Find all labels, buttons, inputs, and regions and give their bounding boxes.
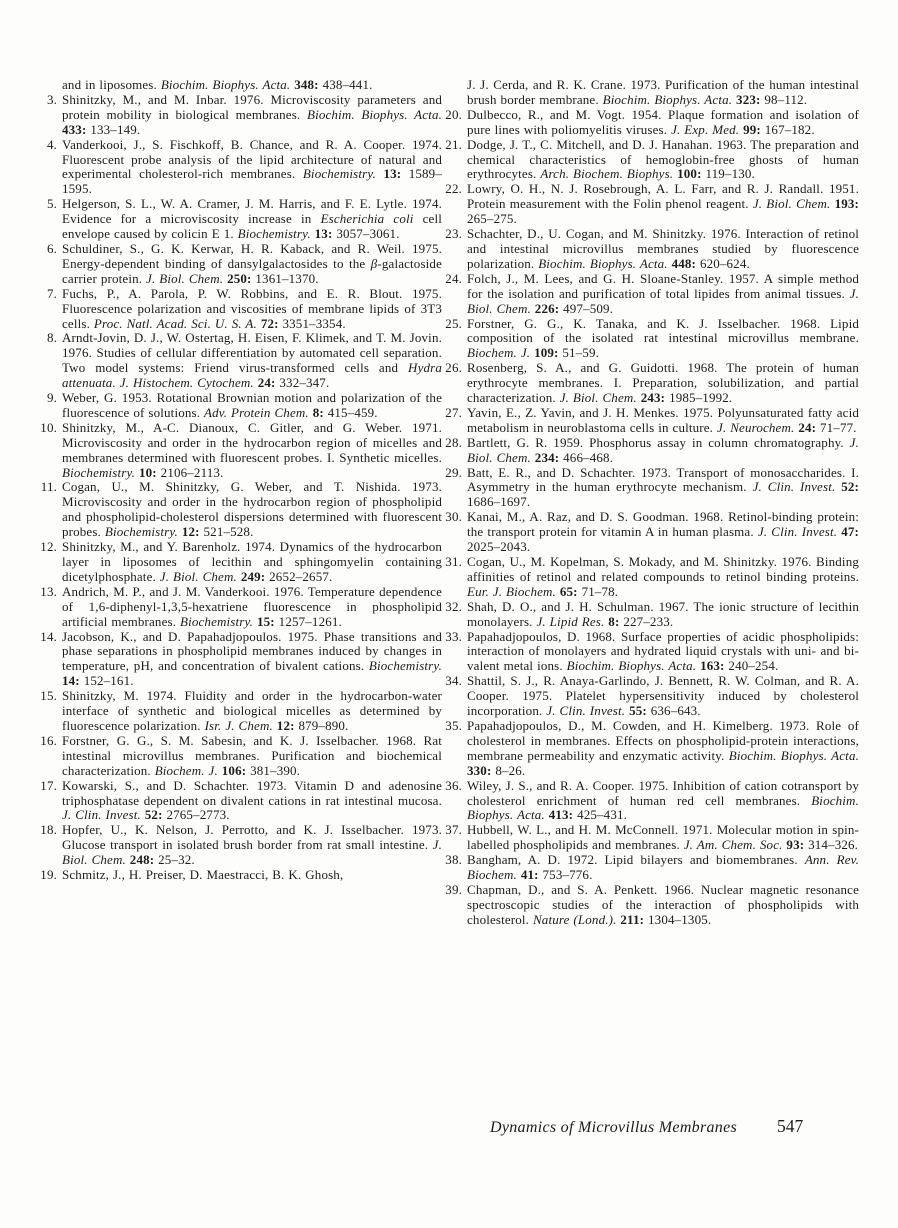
reference-number: 34.	[445, 673, 462, 689]
reference-text-segment: 25–32.	[158, 852, 195, 868]
reference-text-segment: Biochemistry.	[62, 464, 139, 480]
reference-text-segment: 879–890.	[298, 717, 349, 733]
reference-number: 35.	[445, 717, 462, 733]
reference-text-segment: Dulbecco, R., and M. Vogt. 1954. Plaque formation and isolation of pure lines with poliomyelitis viruses.	[467, 106, 859, 137]
reference-number: 33.	[445, 628, 462, 644]
reference-text-segment: 425–431.	[577, 807, 628, 823]
reference-text-segment: 13:	[314, 226, 337, 242]
reference-item	[37, 331, 442, 391]
reference-item	[442, 853, 859, 883]
reference-number: 13.	[40, 583, 57, 599]
reference-text-segment: Cogan, U., M. Kopelman, S. Mokady, and M. Shinitzky. 1976. Binding affinities of retinol and related compounds to retinol binding proteins.	[467, 554, 859, 584]
reference-text-segment: 521–528.	[203, 524, 254, 540]
reference-text-segment: Vanderkooi, J., S. Fischkoff, B. Chance, and R. A. Cooper. 1974. Fluorescent probe analysis of the lipid architecture of natural and experimental cholesterol-rich membranes.	[62, 136, 442, 182]
reference-item	[442, 317, 859, 362]
reference-text-segment: 99:	[743, 121, 765, 137]
reference-text-segment: 47:	[841, 524, 859, 540]
reference-text-segment: Helgerson, S. L., W. A. Cramer, J. M. Harris, and F. E. Lytle. 1974. Evidence for a microviscosity increase in	[62, 196, 442, 227]
reference-item	[442, 823, 859, 853]
reference-text-segment: Papahadjopoulos, D. 1968. Surface properties of acidic phospholipids: interaction of monolayers and hydrated liquid crystals with uni- and bi-valent metal ions.	[467, 628, 859, 674]
reference-number: 22.	[445, 181, 462, 197]
reference-text-segment: 433:	[62, 121, 91, 137]
reference-text-segment: Forstner, G. G., K. Tanaka, and K. J. Isselbacher. 1968. Lipid composition of the isolated rat intestinal microvillus membrane.	[467, 315, 859, 346]
reference-item	[442, 108, 859, 138]
reference-text-segment: 381–390.	[250, 762, 301, 778]
reference-text-segment: cell envelope caused by colicin E 1.	[62, 211, 442, 242]
reference-number: 14.	[40, 628, 57, 644]
reference-item	[442, 466, 859, 511]
reference-text-segment: Hydra attenuata. J. Histochem. Cytochem.	[62, 360, 442, 391]
reference-text-segment: Weber, G. 1953. Rotational Brownian motion and polarization of the fluorescence of solutions.	[62, 390, 442, 420]
reference-text-segment: 265–275.	[467, 211, 517, 227]
reference-text-segment: -galactoside carrier protein.	[62, 255, 442, 286]
reference-text-segment: 8:	[608, 613, 624, 629]
references-section	[37, 78, 859, 928]
reference-item	[442, 436, 859, 466]
reference-item	[442, 406, 859, 436]
reference-text-segment: J. Clin. Invest.	[62, 807, 145, 823]
reference-text-segment: Chapman, D., and S. A. Penkett. 1966. Nuclear magnetic resonance spectroscopic studies of the interaction of phospholipids with cholesterol.	[467, 881, 859, 927]
running-title: Dynamics of Microvillus Membranes	[490, 1119, 738, 1136]
reference-item	[442, 674, 859, 719]
reference-text-segment: Shinitzky, M., A-C. Dianoux, C. Gitler, and G. Weber. 1971. Microviscosity and order in the hydrocarbon region of micelles and membranes determined with fluorescent probes. I. Synthetic micelles.	[62, 419, 442, 465]
reference-text-segment: Biochim. Biophys. Acta.	[566, 658, 701, 674]
reference-item	[37, 242, 442, 287]
reference-text-segment: 93:	[786, 837, 809, 853]
reference-text-segment: 250:	[227, 270, 256, 286]
reference-number: 7.	[46, 285, 57, 301]
reference-text-segment: Dodge, J. T., C. Mitchell, and D. J. Hanahan. 1963. The preparation and chemical characteristics of hemoglobin-free ghosts of human erythrocytes.	[467, 136, 859, 182]
reference-number: 21.	[445, 136, 462, 152]
reference-item	[37, 391, 442, 421]
reference-text-segment: 330:	[467, 762, 496, 778]
reference-text-segment: and in liposomes.	[62, 77, 161, 92]
reference-number: 38.	[445, 852, 462, 868]
reference-text-segment: J. Clin. Invest.	[757, 524, 842, 540]
reference-text-segment: 10:	[138, 464, 161, 480]
reference-text-segment: 243:	[640, 390, 670, 406]
reference-text-segment: Cogan, U., M. Shinitzky, G. Weber, and T. Nishida. 1973. Microviscosity and order in the hydrocarbon region of phospholipid and phospholipid-cholesterol dispersions determined with fluorescent probes.	[62, 479, 442, 540]
reference-text-segment: Isr. J. Chem.	[204, 717, 277, 733]
reference-item	[442, 78, 859, 108]
reference-item	[37, 779, 442, 824]
reference-text-segment: 415–459.	[327, 404, 378, 420]
reference-text-segment: Biochim. Biophys. Acta.	[602, 91, 737, 107]
reference-text-segment: 314–326.	[808, 837, 859, 853]
reference-number: 6.	[46, 240, 57, 256]
reference-item	[37, 540, 442, 585]
reference-text-segment: 119–130.	[705, 166, 755, 182]
reference-text-segment: 466–468.	[563, 449, 614, 465]
reference-number: 9.	[46, 390, 57, 406]
reference-item	[37, 287, 442, 332]
reference-item	[442, 600, 859, 630]
reference-item	[442, 630, 859, 675]
reference-number: 8.	[46, 330, 57, 346]
reference-text-segment: 133–149.	[90, 121, 141, 137]
reference-number: 12.	[40, 539, 57, 555]
reference-text-segment: Biochemistry.	[104, 524, 182, 540]
reference-number: 11.	[40, 479, 57, 495]
reference-number: 32.	[445, 598, 462, 614]
reference-text-segment: 448:	[671, 255, 700, 271]
reference-item	[442, 555, 859, 600]
reference-text-segment: 2025–2043.	[467, 539, 531, 555]
reference-text-segment: Biochemistry.	[237, 226, 315, 242]
reference-text-segment: 227–233.	[623, 613, 674, 629]
reference-text-segment: 167–182.	[764, 121, 815, 137]
reference-item	[442, 719, 859, 779]
reference-text-segment: Eur. J. Biochem.	[467, 583, 560, 599]
reference-number: 39.	[445, 881, 462, 897]
reference-number: 19.	[40, 867, 57, 883]
reference-item	[37, 868, 442, 883]
reference-item	[37, 138, 442, 198]
reference-text-segment: Biochemistry.	[180, 613, 257, 629]
reference-text-segment: 226:	[534, 300, 564, 316]
reference-item	[442, 227, 859, 272]
reference-text-segment: 71–78.	[581, 583, 619, 599]
reference-number: 30.	[445, 509, 462, 525]
reference-text-segment: 249:	[240, 568, 270, 584]
reference-text-segment: Hubbell, W. L., and H. M. McConnell. 1971. Molecular motion in spin-labelled phospholipids and membranes.	[467, 822, 859, 853]
reference-text-segment: J. Clin. Invest.	[752, 479, 842, 495]
reference-text-segment: 24:	[798, 419, 820, 435]
reference-text-segment: Biochemistry.	[302, 166, 384, 182]
reference-text-segment: 14:	[62, 673, 84, 689]
reference-text-segment: 72:	[260, 315, 283, 331]
reference-text-segment: 1257–1261.	[278, 613, 342, 629]
reference-text-segment: 332–347.	[279, 375, 330, 391]
page-footer	[490, 1116, 803, 1137]
reference-text-segment: Andrich, M. P., and J. M. Vanderkooi. 1976. Temperature dependence of 1,6-diphenyl-1,3,5-hexatriene fluorescence in phospholipid artificial membranes.	[62, 583, 442, 629]
reference-text-segment: 413:	[548, 807, 578, 823]
reference-text-segment: 98–112.	[764, 91, 808, 107]
reference-item	[442, 272, 859, 317]
reference-text-segment: 12:	[181, 524, 204, 540]
reference-text-segment: 13:	[383, 166, 409, 182]
references-column-right	[442, 78, 859, 928]
reference-text-segment: Lowry, O. H., N. J. Rosebrough, A. L. Farr, and R. J. Randall. 1951. Protein measurement with the Folin phenol reagent.	[467, 181, 859, 212]
reference-text-segment: 15:	[256, 613, 279, 629]
reference-text-segment: 2106–2113.	[160, 464, 224, 480]
reference-text-segment: 163:	[700, 658, 729, 674]
reference-text-segment: Fuchs, P., A. Parola, P. W. Robbins, and E. R. Blout. 1975. Fluorescence polarization and viscosities of membrane lipids of 3T3 cells.	[62, 285, 442, 331]
reference-number: 29.	[445, 464, 462, 480]
reference-text-segment: J. J. Cerda, and R. K. Crane. 1973. Purification of the human intestinal brush border membrane.	[467, 77, 859, 107]
reference-text-segment: 1361–1370.	[255, 270, 319, 286]
reference-text-segment: Shah, D. O., and J. H. Schulman. 1967. The ionic structure of lecithin monolayers.	[467, 598, 859, 629]
reference-number: 23.	[445, 226, 462, 242]
reference-text-segment: Jacobson, K., and D. Papahadjopoulos. 1975. Phase transitions and phase separations in phospholipid membranes induced by changes in temperature, pH, and concentration of bivalent cations.	[62, 628, 442, 674]
reference-item	[442, 138, 859, 183]
reference-text-segment: Biochem. J.	[154, 762, 222, 778]
reference-text-segment: Hopfer, U., K. Nelson, J. Perrotto, and K. J. Isselbacher. 1973. Glucose transport in isolated brush border from rat small intestine.	[62, 822, 442, 853]
reference-number: 10.	[40, 419, 57, 435]
reference-text-segment: J. Biol. Chem.	[159, 568, 241, 584]
reference-text-segment: Biochim. Biophys. Acta.	[307, 106, 443, 122]
reference-text-segment: β	[370, 255, 378, 271]
reference-text-segment: 438–441.	[322, 77, 373, 92]
reference-text-segment: Kowarski, S., and D. Schachter. 1973. Vitamin D and adenosine triphosphatase dependent on divalent cations in rat intestinal mucosa.	[62, 777, 442, 808]
reference-item	[37, 630, 442, 690]
reference-text-segment: Arch. Biochem. Biophys.	[540, 166, 678, 182]
reference-text-segment: 193:	[834, 196, 859, 212]
reference-text-segment: 12:	[276, 717, 299, 733]
reference-text-segment: Kanai, M., A. Raz, and D. S. Goodman. 1968. Retinol-binding protein: the transport protein for vitamin A in human plasma.	[467, 509, 859, 540]
reference-text-segment: Bangham, A. D. 1972. Lipid bilayers and biomembranes.	[467, 852, 805, 868]
reference-text-segment: 8:	[312, 404, 328, 420]
reference-text-segment: Shinitzky, M., and Y. Barenholz. 1974. Dynamics of the hydrocarbon layer in liposomes of lecithin and sphingomyelin containing dicetylphosphate.	[62, 539, 442, 584]
reference-text-segment: Shattil, S. J., R. Anaya-Garlindo, J. Bennett, R. W. Colman, and R. A. Cooper. 1975. Platelet hypersensitivity induced by cholesterol incorporation.	[467, 673, 859, 719]
reference-text-segment: Biochim. Biophys. Acta.	[728, 747, 859, 763]
reference-item	[442, 510, 859, 555]
reference-item	[37, 93, 442, 138]
reference-text-segment: 240–254.	[728, 658, 779, 674]
reference-text-segment: 497–509.	[563, 300, 614, 316]
reference-number: 4.	[46, 136, 57, 152]
reference-text-segment: 348:	[294, 77, 323, 92]
reference-text-segment: J. Biol. Chem.	[559, 390, 641, 406]
reference-text-segment: 3351–3354.	[282, 315, 346, 331]
reference-text-segment: Schmitz, J., H. Preiser, D. Maestracci, B. K. Ghosh,	[62, 867, 344, 883]
reference-text-segment: Biochem. J.	[467, 345, 535, 361]
reference-text-segment: J. Clin. Invest.	[546, 703, 630, 719]
reference-text-segment: 234:	[534, 449, 564, 465]
reference-number: 16.	[40, 732, 57, 748]
reference-text-segment: J. Biol. Chem.	[467, 434, 859, 465]
reference-text-segment: 8–26.	[495, 762, 526, 778]
reference-text-segment: 55:	[629, 703, 651, 719]
reference-text-segment: Nature (Lond.).	[532, 911, 621, 927]
reference-text-segment: 65:	[559, 583, 582, 599]
reference-text-segment: 753–776.	[542, 867, 593, 883]
reference-item	[37, 197, 442, 242]
reference-number: 17.	[40, 777, 57, 793]
reference-item	[37, 585, 442, 630]
reference-text-segment: 52:	[841, 479, 859, 495]
reference-item	[442, 883, 859, 928]
reference-text-segment: 2652–2657.	[269, 568, 333, 584]
reference-text-segment: 52:	[144, 807, 167, 823]
reference-item	[37, 421, 442, 481]
reference-number: 37.	[445, 822, 462, 838]
reference-text-segment: Yavin, E., Z. Yavin, and J. H. Menkes. 1975. Polyunsaturated fatty acid metabolism in neuroblastoma cells in culture.	[467, 404, 859, 435]
reference-item	[37, 689, 442, 734]
reference-text-segment: 24:	[257, 375, 280, 391]
reference-number: 28.	[445, 434, 462, 450]
reference-text-segment: 51–59.	[562, 345, 600, 361]
reference-text-segment: J. Biol. Chem.	[62, 837, 442, 868]
reference-text-segment: Biochim. Biophys. Acta.	[538, 255, 672, 271]
reference-text-segment: 152–161.	[83, 673, 134, 689]
reference-text-segment: 100:	[677, 166, 706, 182]
reference-text-segment: J. Am. Chem. Soc.	[683, 837, 787, 853]
reference-text-segment: 1589–1595.	[62, 166, 442, 197]
reference-text-segment: Escherichia coli	[320, 211, 423, 227]
reference-item	[442, 182, 859, 227]
reference-number: 5.	[46, 196, 57, 212]
reference-item	[37, 480, 442, 540]
reference-text-segment: Batt, E. R., and D. Schachter. 1973. Transport of monosaccharides. I. Asymmetry in the human erythrocyte mechanism.	[467, 464, 859, 495]
reference-text-segment: 636–643.	[650, 703, 701, 719]
reference-text-segment: Proc. Natl. Acad. Sci. U. S. A.	[93, 315, 261, 331]
reference-text-segment: Schuldiner, S., G. K. Kerwar, H. R. Kaback, and R. Weil. 1975. Energy-dependent binding of dansylgalactosides to the	[62, 240, 442, 271]
reference-text-segment: 620–624.	[699, 255, 750, 271]
reference-text-segment: 3057–3061.	[336, 226, 400, 242]
reference-text-segment: 211:	[620, 911, 649, 927]
reference-number: 15.	[40, 688, 57, 704]
references-column-left	[37, 78, 442, 928]
reference-text-segment: Bartlett, G. R. 1959. Phosphorus assay in column chromatography.	[467, 434, 850, 450]
reference-text-segment: Ann. Rev. Biochem.	[467, 852, 859, 883]
reference-text-segment: J. Biol. Chem.	[467, 285, 859, 316]
reference-text-segment: 109:	[534, 345, 563, 361]
reference-item	[442, 361, 859, 406]
reference-text-segment: 1686–1697.	[467, 494, 531, 510]
reference-number: 20.	[445, 106, 462, 122]
reference-text-segment: Biochim. Biophys. Acta.	[467, 792, 859, 823]
reference-number: 31.	[445, 554, 462, 569]
reference-text-segment: 1304–1305.	[648, 911, 712, 927]
reference-text-segment: Shinitzky, M., and M. Inbar. 1976. Microviscosity parameters and protein mobility in biological membranes.	[62, 91, 442, 122]
reference-text-segment: J. Exp. Med.	[671, 121, 744, 137]
reference-item	[442, 779, 859, 824]
reference-text-segment: 106:	[221, 762, 251, 778]
reference-text-segment: Rosenberg, S. A., and G. Guidotti. 1968. The protein of human erythrocyte membranes. I. Preparation, solubilization, and partial characterization.	[467, 360, 859, 406]
reference-number: 27.	[445, 404, 462, 420]
reference-text-segment: 71–77.	[820, 419, 857, 435]
reference-text-segment: Arndt-Jovin, D. J., W. Ostertag, H. Eisen, F. Klimek, and T. M. Jovin. 1976. Studies of cellular differentiation by automated cell separation. Two model systems: Friend virus-transformed cells and	[62, 330, 442, 376]
reference-text-segment: J. Lipid Res.	[536, 613, 609, 629]
reference-text-segment: 248:	[129, 852, 159, 868]
reference-number: 3.	[46, 91, 57, 107]
reference-text-segment: J. Biol. Chem.	[752, 196, 835, 212]
reference-text-segment: Papahadjopoulos, D., M. Cowden, and H. Kimelberg. 1973. Role of cholesterol in membranes. Effects on phospholipid-protein interactions, membrane permeability and enzymatic activity.	[467, 717, 859, 763]
reference-text-segment: Adv. Protein Chem.	[204, 404, 313, 420]
reference-text-segment: Biochemistry.	[368, 658, 442, 674]
reference-text-segment: Shinitzky, M. 1974. Fluidity and order in the hydrocarbon-water interface of synthetic and biological micelles as determined by fluorescence polarization.	[62, 688, 442, 733]
reference-item	[37, 823, 442, 868]
reference-text-segment: Folch, J., M. Lees, and G. H. Sloane-Stanley. 1957. A simple method for the isolation and purification of total lipides from animal tissues.	[467, 270, 859, 301]
reference-number: 36.	[445, 777, 462, 793]
reference-text-segment: Forstner, G. G., S. M. Sabesin, and K. J. Isselbacher. 1968. Rat intestinal microvillus membranes. Purification and biochemical characterization.	[62, 732, 442, 778]
reference-text-segment: 1985–1992.	[669, 390, 733, 406]
reference-text-segment: Schachter, D., U. Cogan, and M. Shinitzky. 1976. Interaction of retinol and intestinal microvillus membranes studied by fluorescence polarization.	[467, 226, 859, 271]
reference-text-segment: 2765–2773.	[166, 807, 230, 823]
reference-number: 18.	[40, 822, 57, 838]
reference-text-segment: Wiley, J. S., and R. A. Cooper. 1975. Inhibition of cation cotransport by cholesterol enrichment of human red cell membranes.	[467, 777, 859, 808]
reference-item	[37, 734, 442, 779]
reference-number: 24.	[445, 270, 462, 286]
reference-text-segment: J. Biol. Chem.	[146, 270, 228, 286]
page-number: 547	[777, 1116, 804, 1136]
reference-number: 26.	[445, 360, 462, 376]
reference-text-segment: Biochim. Biophys. Acta.	[160, 77, 295, 92]
reference-text-segment: J. Neurochem.	[716, 419, 799, 435]
reference-number: 25.	[445, 315, 462, 331]
reference-text-segment: 41:	[520, 867, 543, 883]
reference-item	[37, 78, 442, 93]
reference-text-segment: 323:	[736, 91, 765, 107]
